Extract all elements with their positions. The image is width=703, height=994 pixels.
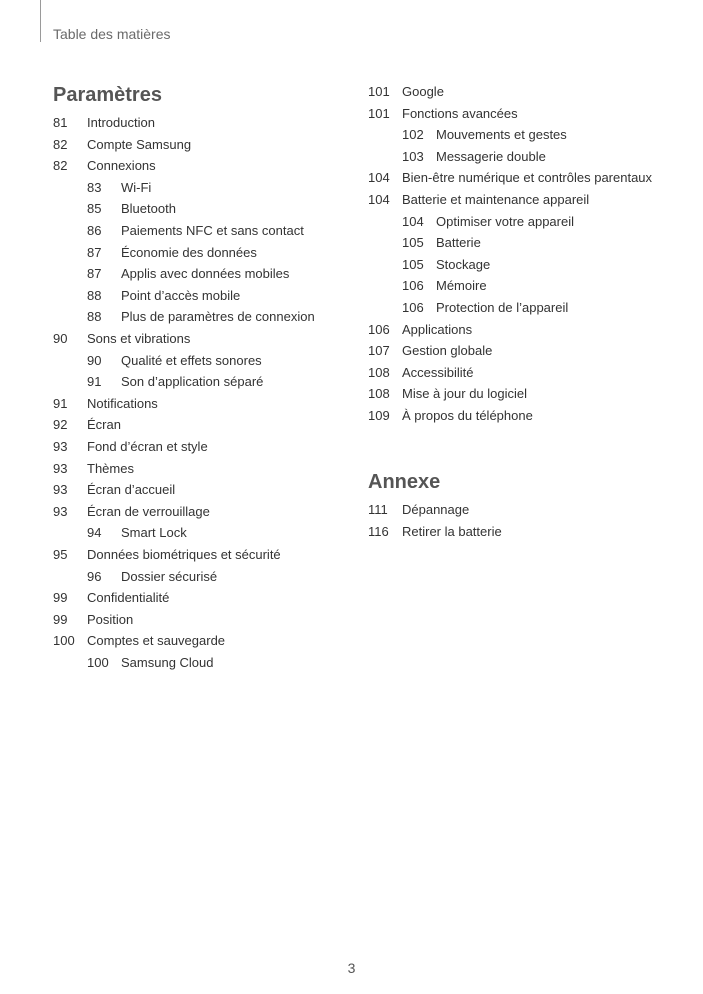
toc-page-number: 103: [402, 148, 424, 164]
toc-entry-label: Thèmes: [87, 460, 134, 476]
toc-entry-label: Protection de l’appareil: [436, 300, 569, 315]
toc-entry-label: Mise à jour du logiciel: [402, 386, 528, 402]
toc-page-number: 81: [53, 115, 68, 130]
toc-entry-label: Messagerie double: [436, 148, 546, 164]
toc-page-number: 93: [53, 460, 68, 476]
page-number: 3: [347, 960, 356, 976]
toc-entry[interactable]: [87, 309, 315, 325]
toc-entry[interactable]: [368, 322, 472, 338]
toc-entry-label: Dépannage: [402, 502, 470, 517]
toc-entry-label: Mémoire: [436, 278, 487, 294]
toc-page-number: 96: [87, 568, 102, 584]
toc-entry-label: Confidentialité: [87, 590, 170, 606]
toc-entry[interactable]: [87, 180, 151, 196]
toc-entry-label: Samsung Cloud: [121, 655, 214, 670]
toc-page-number: 106: [402, 300, 424, 315]
toc-entry[interactable]: [368, 408, 533, 424]
toc-entry[interactable]: [87, 525, 187, 541]
toc-entry-label: Paiements NFC et sans contact: [121, 223, 304, 238]
toc-entry[interactable]: [368, 106, 518, 122]
toc-page-number: 87: [87, 244, 102, 260]
toc-entry-label: Écran: [87, 417, 121, 433]
toc-page-number: 106: [368, 321, 390, 337]
section-title-annexe: Annexe: [368, 471, 441, 493]
toc-page-number: 95: [53, 547, 68, 562]
header-rule: [40, 0, 41, 42]
toc-entry[interactable]: [53, 590, 169, 606]
toc-entry[interactable]: [368, 343, 492, 359]
toc-entry-label: Connexions: [87, 158, 156, 174]
toc-entry-label: Wi-Fi: [121, 179, 152, 195]
toc-entry[interactable]: [87, 245, 257, 261]
toc-entry-label: Comptes et sauvegarde: [87, 633, 226, 649]
toc-page-number: 85: [87, 201, 102, 217]
toc-page-number: 100: [87, 655, 109, 670]
toc-page-number: 93: [53, 439, 68, 454]
toc-page-number: 102: [402, 127, 424, 143]
toc-page-number: 90: [53, 331, 68, 346]
toc-entry[interactable]: [53, 633, 225, 649]
toc-entry-label: Smart Lock: [121, 525, 187, 541]
toc-page-number: 91: [87, 374, 102, 390]
toc-page-number: 104: [368, 170, 390, 186]
toc-entry[interactable]: [368, 502, 469, 518]
toc-entry-label: Économie des données: [121, 244, 257, 260]
toc-entry[interactable]: [53, 137, 191, 153]
toc-page-number: 101: [368, 105, 390, 121]
toc-page-number: 111: [368, 502, 388, 517]
toc-page-number: 99: [53, 611, 68, 627]
toc-entry-label: À propos du téléphone: [402, 408, 533, 423]
toc-entry[interactable]: [53, 504, 210, 520]
toc-entry[interactable]: [53, 115, 155, 131]
toc-entry-label: Mouvements et gestes: [436, 127, 567, 143]
toc-page-number: 90: [87, 352, 102, 368]
toc-entry-label: Accessibilité: [402, 364, 474, 380]
toc-entry[interactable]: [368, 192, 589, 208]
toc-entry[interactable]: [368, 170, 652, 186]
toc-entry[interactable]: [53, 547, 281, 563]
toc-entry-label: Google: [402, 84, 444, 99]
toc-entry[interactable]: [53, 612, 133, 628]
toc-entry[interactable]: [402, 235, 481, 251]
toc-entry-label: Optimiser votre appareil: [436, 213, 574, 229]
toc-entry-label: Stockage: [436, 256, 491, 272]
toc-entry[interactable]: [87, 374, 263, 390]
toc-entry[interactable]: [368, 365, 474, 381]
toc-page-number: 108: [368, 386, 390, 402]
toc-entry-label: Bluetooth: [121, 201, 176, 217]
toc-page-number: 83: [87, 179, 102, 195]
toc-page-number: 108: [368, 364, 390, 380]
toc-entry-label: Bien-être numérique et contrôles parentaux: [402, 170, 653, 186]
toc-page-number: 82: [53, 158, 68, 174]
toc-entry-label: Batterie et maintenance appareil: [402, 192, 590, 207]
toc-entry[interactable]: [402, 278, 487, 294]
toc-entry-label: Plus de paramètres de connexion: [121, 309, 315, 325]
toc-page-number: 99: [53, 590, 68, 606]
toc-entry-label: Dossier sécurisé: [121, 568, 218, 584]
toc-page-number: 92: [53, 417, 68, 433]
toc-entry[interactable]: [53, 158, 156, 174]
toc-page-number: 101: [368, 84, 390, 99]
toc-entry-label: Gestion globale: [402, 343, 493, 359]
toc-entry[interactable]: [53, 331, 190, 347]
toc-entry-label: Écran de verrouillage: [87, 503, 210, 519]
toc-entry-label: Introduction: [87, 115, 155, 130]
toc-entry[interactable]: [402, 149, 546, 165]
toc-page-number: 93: [53, 482, 68, 498]
toc-entry[interactable]: [87, 223, 304, 239]
toc-entry[interactable]: [402, 300, 568, 316]
toc-page-number: 86: [87, 223, 102, 238]
toc-entry-label: Qualité et effets sonores: [121, 352, 262, 368]
toc-page-number: 100: [53, 633, 75, 649]
toc-page-number: 107: [368, 343, 390, 359]
toc-page-number: 82: [53, 136, 68, 152]
toc-entry[interactable]: [87, 569, 217, 585]
toc-entry[interactable]: [87, 288, 240, 304]
toc-page-number: 104: [368, 192, 390, 207]
toc-entry-label: Fond d’écran et style: [87, 439, 208, 454]
toc-entry-label: Retirer la batterie: [402, 523, 502, 539]
section-title-parametres: Paramètres: [53, 84, 162, 106]
toc-entry-label: Compte Samsung: [87, 136, 192, 152]
toc-entry-label: Écran d’accueil: [87, 482, 176, 498]
toc-entry-label: Batterie: [436, 235, 481, 251]
toc-entry[interactable]: [87, 353, 262, 369]
toc-page-number: 116: [368, 523, 389, 539]
toc-page-number: 88: [87, 309, 102, 325]
toc-entry-label: Données biométriques et sécurité: [87, 547, 281, 562]
toc-entry[interactable]: [87, 201, 176, 217]
toc-page-number: 106: [402, 278, 424, 294]
toc-entry-label: Applications: [402, 321, 473, 337]
toc-page-number: 94: [87, 525, 102, 541]
toc-page-number: 88: [87, 287, 102, 303]
toc-page-number: 105: [402, 235, 424, 251]
toc-entry-label: Son d’application séparé: [121, 374, 264, 390]
page-header-title: Table des matières: [53, 26, 171, 42]
toc-entry[interactable]: [53, 439, 208, 455]
toc-entry[interactable]: [87, 655, 214, 671]
toc-page-number: 91: [53, 395, 68, 411]
toc-entry-label: Fonctions avancées: [402, 105, 518, 121]
toc-entry[interactable]: [368, 386, 527, 402]
toc-entry[interactable]: [53, 396, 158, 412]
toc-entry[interactable]: [53, 417, 121, 433]
toc-entry-label: Applis avec données mobiles: [121, 266, 290, 282]
toc-entry[interactable]: [53, 482, 175, 498]
toc-entry[interactable]: [87, 266, 289, 282]
toc-entry-label: Point d’accès mobile: [121, 287, 241, 303]
toc-entry[interactable]: [402, 127, 567, 143]
toc-entry[interactable]: [368, 84, 444, 100]
toc-page-number: 87: [87, 266, 102, 282]
toc-entry[interactable]: [402, 257, 490, 273]
toc-page-number: 104: [402, 213, 424, 229]
toc-page-number: 93: [53, 503, 68, 519]
toc-entry[interactable]: [53, 461, 134, 477]
toc-page-number: 105: [402, 256, 424, 272]
toc-entry-label: Position: [87, 611, 134, 627]
toc-page-number: 109: [368, 408, 390, 423]
toc-entry[interactable]: [368, 524, 502, 540]
toc-entry-label: Notifications: [87, 395, 158, 411]
toc-entry-label: Sons et vibrations: [87, 331, 191, 346]
toc-entry[interactable]: [402, 214, 574, 230]
